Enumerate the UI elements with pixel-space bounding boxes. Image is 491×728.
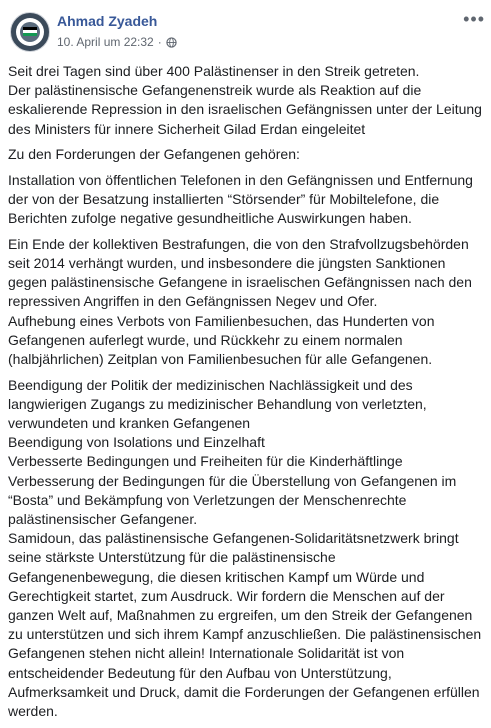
avatar[interactable]: [10, 12, 50, 52]
post-meta: [57, 35, 177, 49]
timestamp[interactable]: 10. April um 22:32: [57, 35, 154, 49]
post-paragraph: Zu den Forderungen der Gefangenen gehören:: [8, 146, 300, 163]
more-options-button[interactable]: •••: [463, 9, 485, 29]
post-paragraph: Beendigung der Politik der medizinischen Nachlässigkeit und des langwierigen Zugangs zu medizinischer Behandlung von verletzten, verwundeten und kranken Gefangenen Beendigung von Isolations und Einzelhaft Verbesserte Bedingungen und Freiheiten für die Kinderhäftlinge Verbesserung der Bedingungen für die Überstellung von Gefangenen im “Bosta” und Bekämpfung von Verletzungen der Menschenrechte palästinensischer Gefangener. Samidoun, das palästinensische Gefangenen-Solidaritätsnetzwerk bringt seine stärkste Unterstützung für die palästinensische Gefangenenbewegung, die diesen kritischen Kampf um Würde und Gerechtigkeit startet, zum Ausdruck. Wir fordern die Menschen auf der ganzen Welt auf, Maßnahmen zu ergreifen, um den Streik der Gefangenen zu unterstützen und sich ihrem Kampf anzuschließen. Die palästinensischen Gefangenen stehen nicht allein! Internationale Solidarität ist von entscheidender Bedeutung für den Aufbau von Unterstützung, Aufmerksamkeit und Druck, damit die Forderungen der Gefangenen erfüllen werden.: [8, 376, 482, 720]
post-paragraph: Installation von öffentlichen Telefonen in den Gefängnissen und Entfernung der von der Besatzung installierten “Störsender” für Mobiltelefone, die Berichten zufolge negative gesundheitliche Auswirkungen haben.: [8, 171, 473, 227]
post-header: [0, 0, 491, 52]
flag-icon: [23, 27, 37, 36]
meta-separator: ·: [157, 35, 162, 49]
author-name[interactable]: Ahmad Zyadeh: [57, 13, 158, 29]
post-paragraph: Seit drei Tagen sind über 400 Palästinenser in den Streik getreten. Der palästinensische Gefangenenstreik wurde als Reaktion auf die eskalierende Repression in den israelischen Gefängnissen unter der Leitung des Ministers für innere Sicherheit Gilad Erdan eingeleitet: [8, 63, 482, 137]
post-paragraph: Ein Ende der kollektiven Bestrafungen, die von den Strafvollzugsbehörden seit 2014 verhängt wurden, und insbesondere die jüngsten Sanktionen gegen palästinensische Gefangene in israelischen Gefängnissen nach den repressiven Angriffen in den Gefängnissen Negev und Ofer. Aufhebung eines Verbots von Familienbesuchen, das Hunderten von Gefangenen auferlegt wurde, und Rückkehr zu einem normalen (halbjährlichen) Zeitplan von Familienbesuchen für alle Gefangenen.: [8, 235, 472, 368]
post-body: [8, 62, 484, 728]
globe-icon: [166, 37, 177, 48]
